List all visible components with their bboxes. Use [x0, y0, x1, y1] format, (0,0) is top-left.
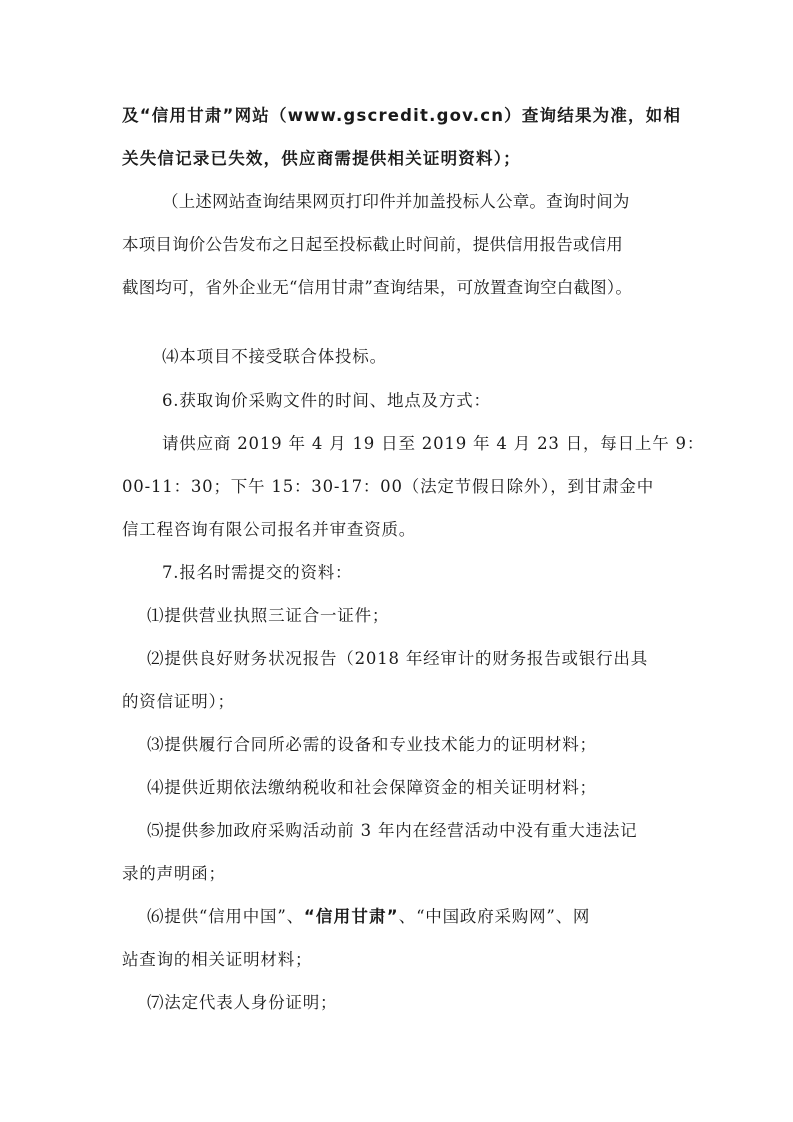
list-item-6-part-c: 、“中国政府采购网”、网 — [398, 907, 591, 926]
paragraph-note-line-2: 本项目询价公告发布之日起至投标截止时间前，提供信用报告或信用 — [122, 235, 623, 254]
list-item-7: ⑺法定代表人身份证明； — [147, 993, 338, 1012]
paragraph-note-line-3: 截图均可，省外企业无“信用甘肃”查询结果，可放置查询空白截图）。 — [122, 278, 633, 297]
section-heading-7: 7.报名时需提交的资料： — [162, 563, 353, 582]
paragraph-time-line-1: 请供应商 2019 年 4 月 19 日至 2019 年 4 月 23 日，每日上午 9： — [162, 434, 705, 453]
list-item-1: ⑴提供营业执照三证合一证件； — [147, 606, 390, 625]
list-item-6-part-a: ⑹提供“信用中国”、 — [147, 907, 304, 926]
paragraph-time-line-3: 信工程咨询有限公司报名并审查资质。 — [122, 520, 417, 539]
section-heading-6: 6.获取询价采购文件的时间、地点及方式： — [162, 391, 491, 410]
paragraph-note-line-1: （上述网站查询结果网页打印件并加盖投标人公章。查询时间为 — [162, 192, 630, 211]
paragraph-credit-line-1: 及“信用甘肃”网站（www.gscredit.gov.cn）查询结果为准，如相 — [122, 106, 682, 125]
paragraph-time-line-2: 00-11：30；下午 15：30-17：00（法定节假日除外），到甘肃金中 — [122, 477, 655, 496]
list-item-4: ⑷提供近期依法缴纳税收和社会保障资金的相关证明材料； — [147, 778, 597, 797]
list-item-6-line-2: 站查询的相关证明材料； — [122, 950, 313, 969]
paragraph-credit-line-2: 关失信记录已失效，供应商需提供相关证明资料）； — [122, 149, 521, 168]
list-item-5-line-1: ⑸提供参加政府采购活动前 3 年内在经营活动中没有重大违法记 — [147, 821, 638, 840]
list-item-5-line-2: 录的声明函； — [122, 864, 226, 883]
list-item-6-line-1 — [147, 905, 707, 929]
list-item-6-part-b: “信用甘肃” — [303, 907, 399, 926]
list-item-2-line-2: 的资信证明）； — [122, 692, 235, 711]
list-item-3: ⑶提供履行合同所必需的设备和专业技术能力的证明材料； — [147, 735, 597, 754]
paragraph-no-consortium: ⑷本项目不接受联合体投标。 — [162, 347, 387, 366]
list-item-2-line-1: ⑵提供良好财务状况报告（2018 年经审计的财务报告或银行出具 — [147, 649, 649, 668]
